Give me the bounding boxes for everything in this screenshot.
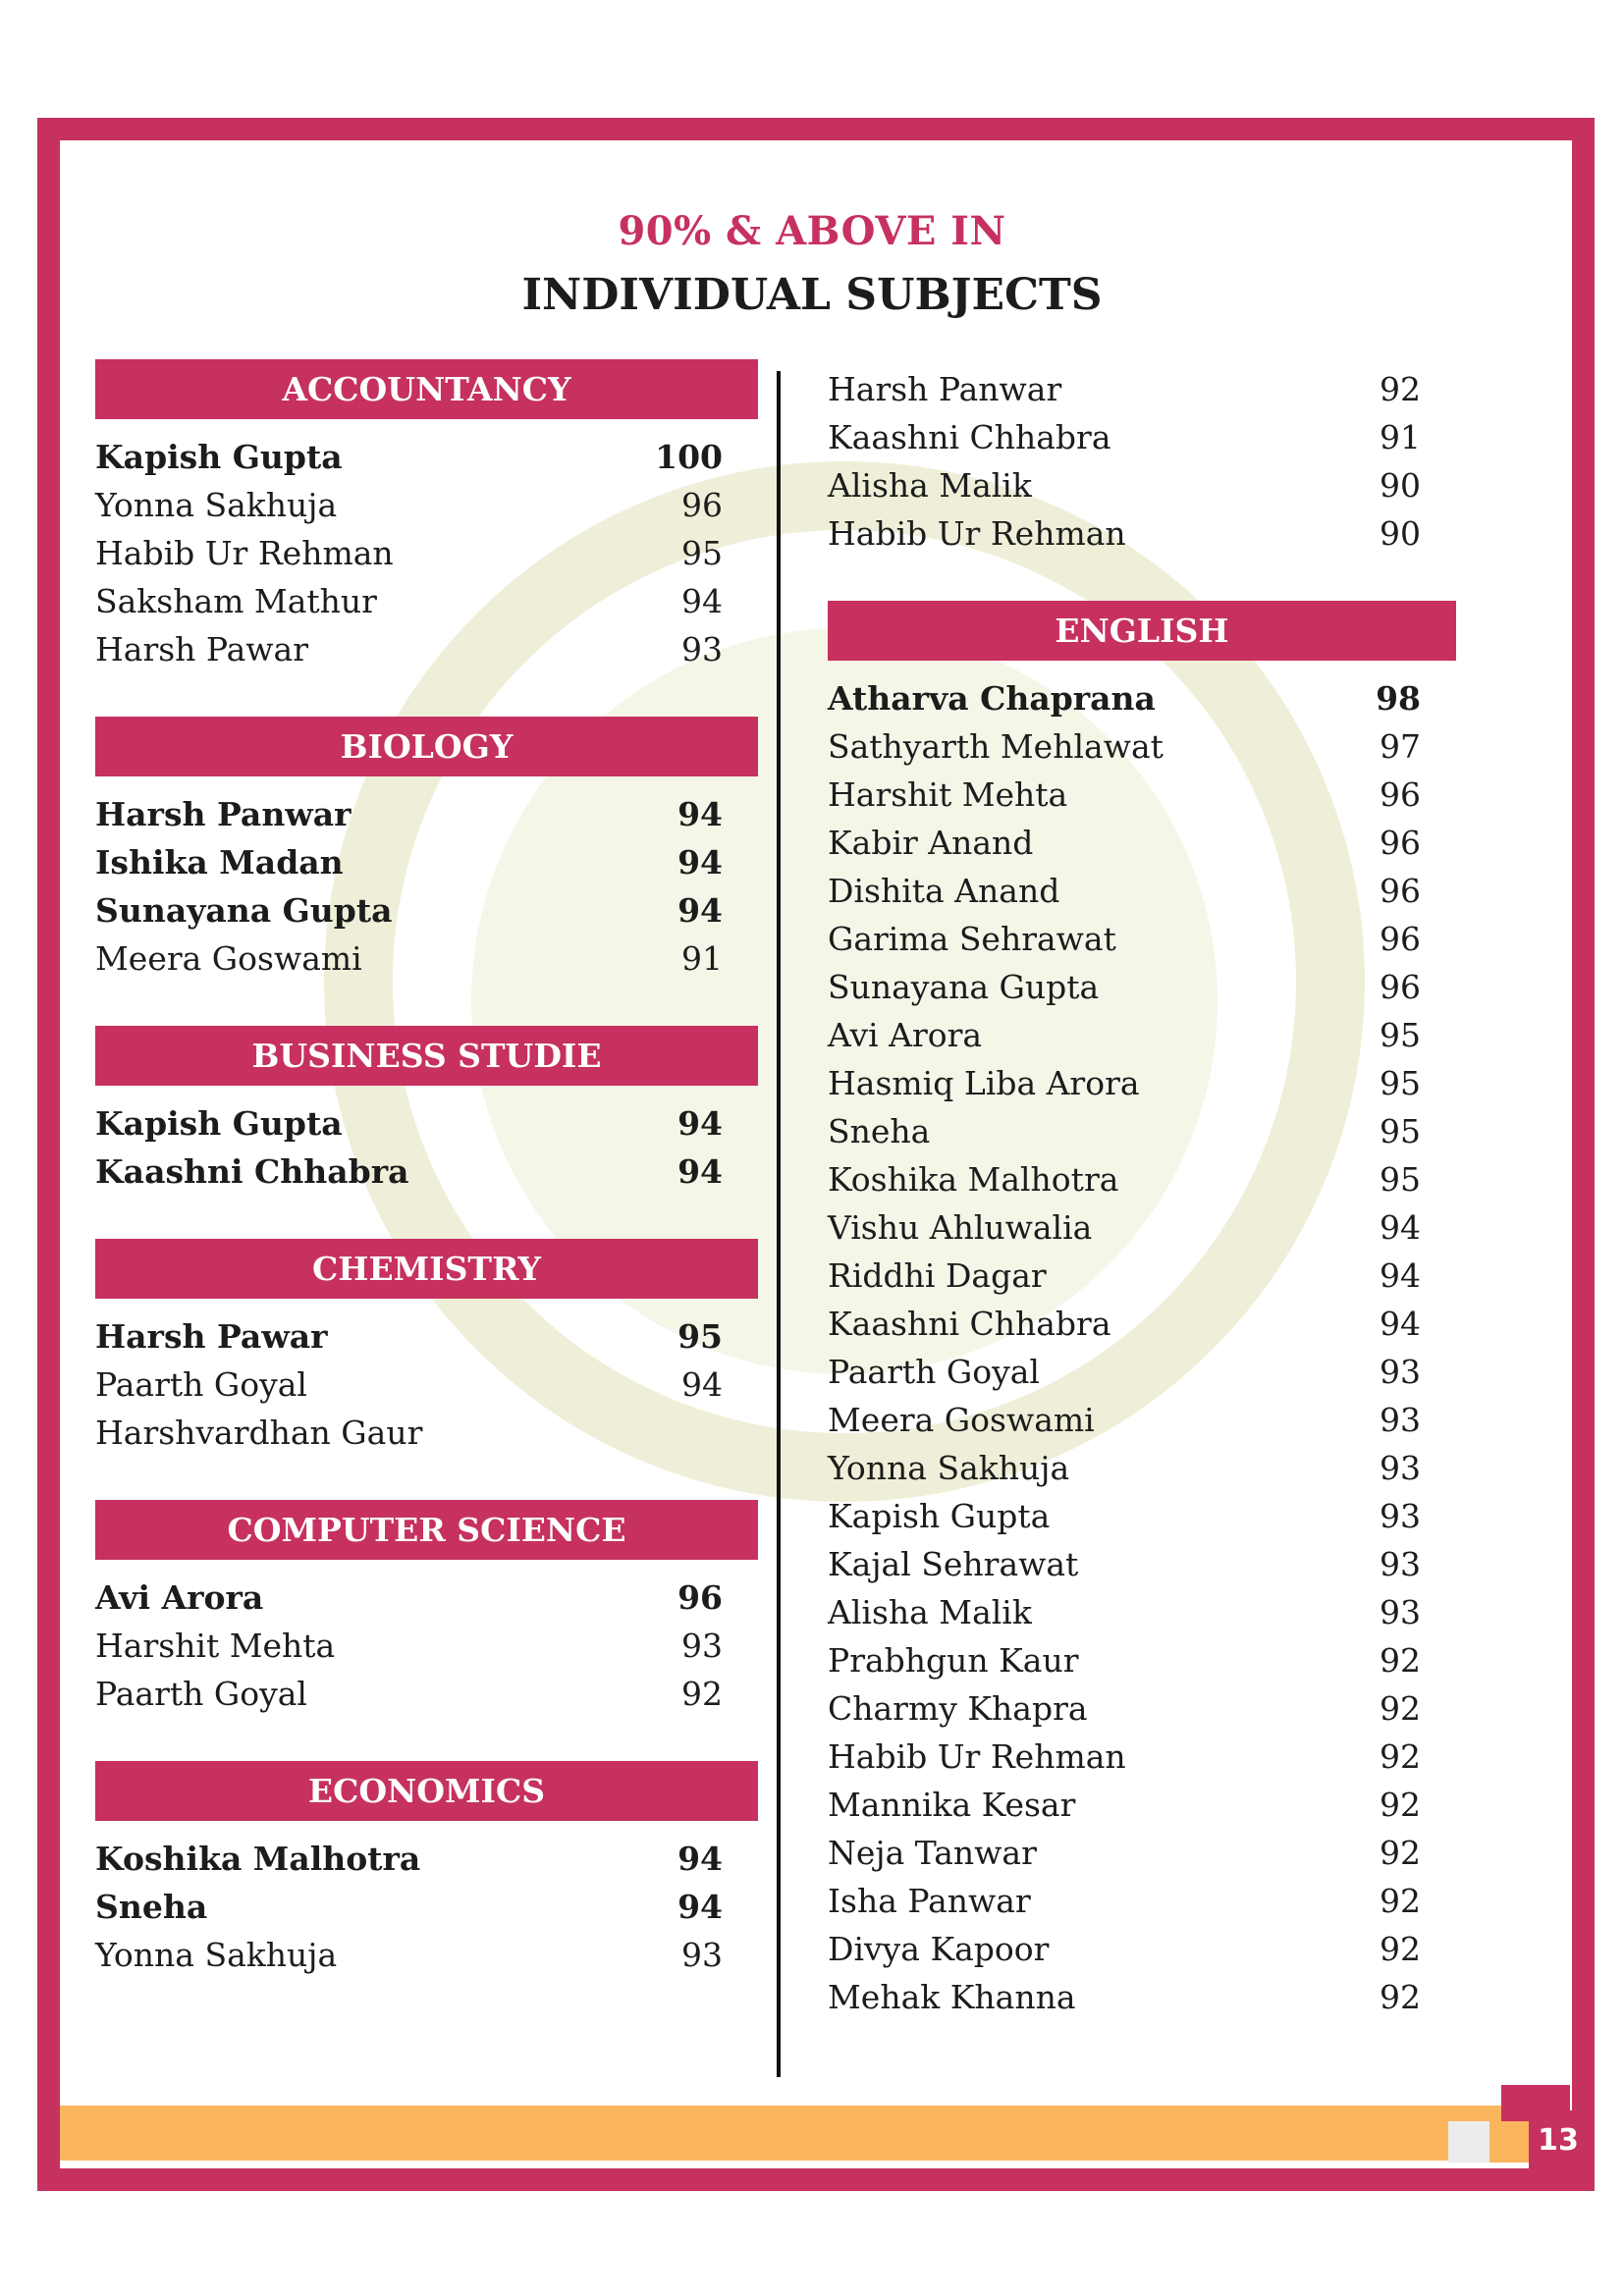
student-score: 96 (681, 486, 723, 524)
student-score: 93 (1380, 1545, 1421, 1583)
student-name: Yonna Sakhuja (828, 1449, 1070, 1487)
student-name: Meera Goswami (95, 939, 362, 978)
student-name: Paarth Goyal (95, 1365, 307, 1404)
student-score: 94 (677, 843, 723, 881)
student-name: Habib Ur Rehman (95, 534, 394, 572)
subject-header: BUSINESS STUDIE (95, 1026, 758, 1086)
student-name: Paarth Goyal (828, 1353, 1040, 1391)
student-row (95, 838, 758, 886)
footer-decor-white (1448, 2121, 1489, 2163)
student-row (95, 625, 758, 673)
student-name: Koshika Malhotra (95, 1840, 421, 1878)
student-row (95, 934, 758, 983)
student-score: 96 (1380, 968, 1421, 1006)
student-row (95, 1148, 758, 1196)
subject-section (95, 1026, 758, 1196)
student-name: Alisha Malik (828, 1593, 1032, 1631)
student-score: 94 (677, 1888, 723, 1926)
student-score: 92 (1380, 1737, 1421, 1776)
subject-section (95, 1239, 758, 1457)
student-score: 92 (1380, 1641, 1421, 1680)
student-score: 92 (1380, 1978, 1421, 2016)
student-name: Garima Sehrawat (828, 920, 1116, 958)
student-name: Avi Arora (828, 1016, 983, 1054)
student-name: Harshvardhan Gaur (95, 1414, 423, 1452)
student-row (95, 1312, 758, 1361)
student-row (95, 1574, 758, 1622)
student-score: 93 (1380, 1497, 1421, 1535)
student-name: Mehak Khanna (828, 1978, 1076, 2016)
student-name: Mannika Kesar (828, 1786, 1076, 1824)
student-row (828, 1252, 1456, 1300)
student-score: 95 (677, 1317, 723, 1356)
student-name: Kapish Gupta (828, 1497, 1051, 1535)
student-row (828, 1540, 1456, 1588)
student-row (828, 1396, 1456, 1444)
student-row (828, 1636, 1456, 1684)
student-score: 95 (1380, 1112, 1421, 1150)
footer-bar (60, 2106, 1513, 2161)
student-name: Riddhi Dagar (828, 1256, 1047, 1295)
subject-section (95, 1500, 758, 1718)
student-name: Meera Goswami (828, 1401, 1095, 1439)
student-row (828, 1684, 1456, 1733)
student-row (828, 509, 1456, 558)
student-row (828, 1973, 1456, 2021)
student-name: Prabhgun Kaur (828, 1641, 1079, 1680)
student-row (828, 1444, 1456, 1492)
student-row (828, 915, 1456, 963)
student-row (95, 1670, 758, 1718)
student-score: 91 (1380, 418, 1421, 456)
student-name: Harsh Pawar (95, 1317, 328, 1356)
page-title-line2: INDIVIDUAL SUBJECTS (521, 270, 1103, 320)
student-score: 90 (1380, 514, 1421, 553)
student-name: Yonna Sakhuja (95, 1936, 338, 1974)
student-name: Neja Tanwar (828, 1834, 1037, 1872)
student-score: 93 (1380, 1449, 1421, 1487)
subject-header: ECONOMICS (95, 1761, 758, 1821)
student-row (95, 886, 758, 934)
student-row (828, 674, 1456, 722)
student-score: 92 (681, 1675, 723, 1713)
student-score: 92 (1380, 1882, 1421, 1920)
student-row (95, 1622, 758, 1670)
student-name: Sneha (828, 1112, 931, 1150)
student-name: Harshit Mehta (95, 1627, 336, 1665)
student-row (95, 1361, 758, 1409)
student-score: 94 (677, 1104, 723, 1143)
student-row (828, 1781, 1456, 1829)
student-score: 96 (1380, 824, 1421, 862)
student-row (828, 1492, 1456, 1540)
student-name: Harshit Mehta (828, 775, 1068, 814)
student-name: Kaashni Chhabra (95, 1152, 409, 1191)
student-row (95, 1409, 758, 1457)
student-name: Atharva Chaprana (828, 679, 1156, 718)
student-name: Isha Panwar (828, 1882, 1031, 1920)
student-row (828, 461, 1456, 509)
student-row (828, 1203, 1456, 1252)
student-row (95, 1931, 758, 1979)
student-name: Sathyarth Mehlawat (828, 727, 1164, 766)
student-name: Harsh Pawar (95, 630, 308, 668)
student-name: Kapish Gupta (95, 438, 343, 476)
student-score: 92 (1380, 1834, 1421, 1872)
subject-section (95, 1761, 758, 1979)
student-row (828, 1155, 1456, 1203)
subject-header: CHEMISTRY (95, 1239, 758, 1299)
student-name: Hasmiq Liba Arora (828, 1064, 1140, 1102)
student-name: Sunayana Gupta (95, 891, 393, 930)
student-score: 95 (681, 534, 723, 572)
student-row (828, 1348, 1456, 1396)
student-row (95, 529, 758, 577)
student-score: 95 (1380, 1064, 1421, 1102)
student-row (95, 790, 758, 838)
subject-header: ENGLISH (828, 601, 1456, 661)
student-name: Paarth Goyal (95, 1675, 307, 1713)
student-name: Habib Ur Rehman (828, 1737, 1126, 1776)
student-row (95, 1883, 758, 1931)
student-score: 94 (677, 1840, 723, 1878)
student-name: Vishu Ahluwalia (828, 1208, 1093, 1247)
student-row (828, 1300, 1456, 1348)
left-column (95, 359, 758, 2022)
economics-continued (828, 365, 1456, 558)
student-name: Kajal Sehrawat (828, 1545, 1079, 1583)
student-row (95, 481, 758, 529)
page-number: 13 (1529, 2110, 1588, 2171)
student-score: 100 (655, 438, 723, 476)
student-row (828, 1107, 1456, 1155)
student-name: Divya Kapoor (828, 1930, 1050, 1968)
student-name: Ishika Madan (95, 843, 344, 881)
student-name: Alisha Malik (828, 466, 1032, 505)
student-row (828, 963, 1456, 1011)
student-row (828, 1588, 1456, 1636)
student-score: 97 (1380, 727, 1421, 766)
student-score: 96 (1380, 775, 1421, 814)
student-name: Harsh Panwar (95, 795, 352, 833)
student-name: Kaashni Chhabra (828, 1305, 1111, 1343)
student-row (828, 722, 1456, 771)
student-name: Saksham Mathur (95, 582, 377, 620)
student-name: Yonna Sakhuja (95, 486, 338, 524)
subject-section (828, 601, 1456, 2021)
student-row (828, 1829, 1456, 1877)
subject-header: COMPUTER SCIENCE (95, 1500, 758, 1560)
student-score: 98 (1376, 679, 1421, 718)
student-score: 91 (681, 939, 723, 978)
student-row (95, 1099, 758, 1148)
student-name: Sunayana Gupta (828, 968, 1100, 1006)
student-score: 93 (681, 1936, 723, 1974)
student-row (828, 1011, 1456, 1059)
student-score: 96 (677, 1578, 723, 1617)
right-column (828, 365, 1456, 2064)
student-name: Kaashni Chhabra (828, 418, 1111, 456)
student-score: 95 (1380, 1016, 1421, 1054)
subject-header: ACCOUNTANCY (95, 359, 758, 419)
student-score: 92 (1380, 1786, 1421, 1824)
student-name: Charmy Khapra (828, 1689, 1088, 1728)
student-score: 92 (1380, 1930, 1421, 1968)
student-name: Sneha (95, 1888, 208, 1926)
student-row (95, 577, 758, 625)
student-score: 94 (677, 891, 723, 930)
student-row (828, 771, 1456, 819)
footer-decor-orange (1489, 2121, 1529, 2163)
student-score: 93 (681, 1627, 723, 1665)
student-row (828, 365, 1456, 413)
student-score: 94 (677, 1152, 723, 1191)
student-score: 94 (677, 795, 723, 833)
student-score: 93 (1380, 1401, 1421, 1439)
page-title-line1: 90% & ABOVE IN (618, 208, 1006, 254)
student-name: Kabir Anand (828, 824, 1034, 862)
student-score: 92 (1380, 1689, 1421, 1728)
student-row (828, 413, 1456, 461)
student-row (828, 867, 1456, 915)
student-row (95, 1835, 758, 1883)
student-name: Habib Ur Rehman (828, 514, 1126, 553)
student-row (828, 1059, 1456, 1107)
student-score: 96 (1380, 872, 1421, 910)
student-row (828, 1925, 1456, 1973)
student-score: 94 (1380, 1305, 1421, 1343)
student-row (95, 433, 758, 481)
subject-header: BIOLOGY (95, 717, 758, 776)
student-name: Harsh Panwar (828, 370, 1062, 408)
student-score: 92 (1380, 370, 1421, 408)
student-score: 93 (1380, 1353, 1421, 1391)
student-score: 94 (1380, 1256, 1421, 1295)
subject-section (95, 717, 758, 983)
student-name: Koshika Malhotra (828, 1160, 1119, 1199)
student-score: 95 (1380, 1160, 1421, 1199)
student-score: 93 (1380, 1593, 1421, 1631)
student-name: Dishita Anand (828, 872, 1060, 910)
student-score: 94 (681, 1365, 723, 1404)
column-divider (777, 371, 781, 2077)
student-name: Kapish Gupta (95, 1104, 343, 1143)
student-score: 94 (681, 582, 723, 620)
student-row (828, 1877, 1456, 1925)
student-row (828, 819, 1456, 867)
student-score: 96 (1380, 920, 1421, 958)
student-row (828, 1733, 1456, 1781)
student-score: 90 (1380, 466, 1421, 505)
student-name: Avi Arora (95, 1578, 264, 1617)
student-score: 93 (681, 630, 723, 668)
student-score: 94 (1380, 1208, 1421, 1247)
subject-section (95, 359, 758, 673)
